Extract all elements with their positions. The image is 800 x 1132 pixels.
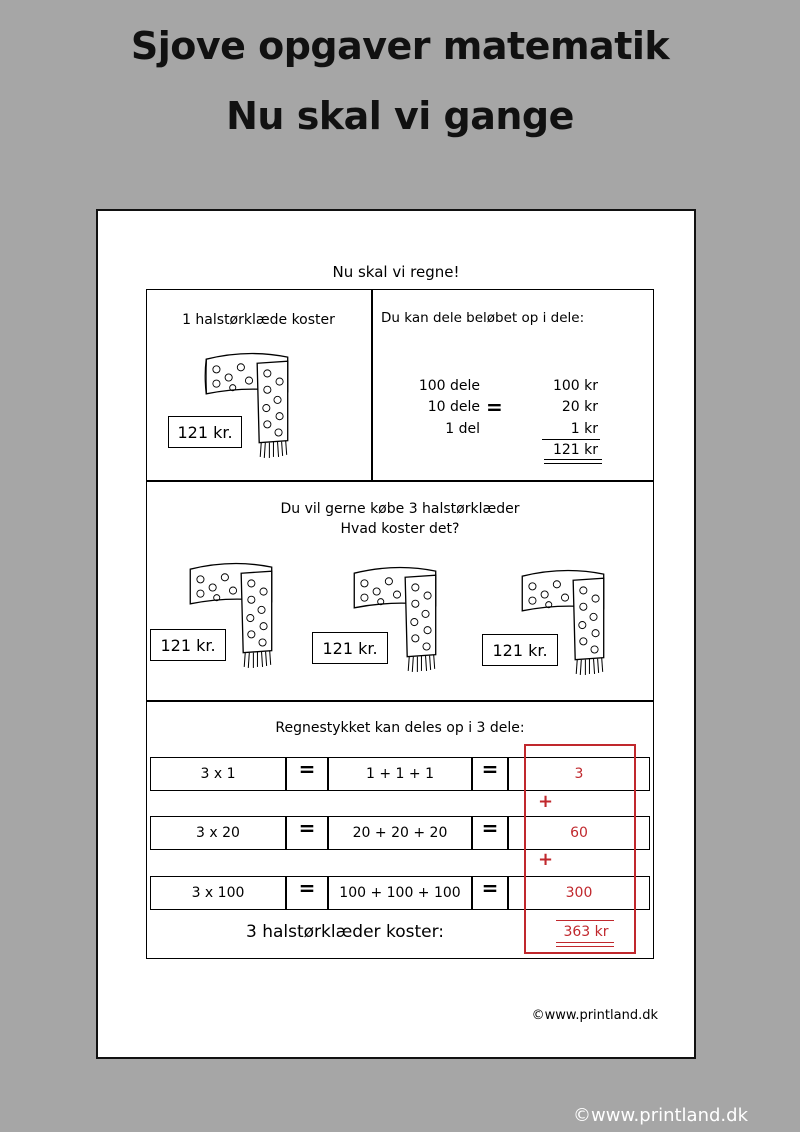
section2-question-line2: Hvad koster det?: [340, 521, 460, 537]
part-label-100: 100 dele: [418, 378, 480, 394]
row1-equals-sign-2: =: [481, 757, 499, 781]
section1-left-caption: 1 halstørklæde koster: [182, 312, 335, 328]
part-amount-20: 20 kr: [561, 399, 598, 415]
part-amount-1: 1 kr: [570, 421, 598, 437]
row1-expression: 3 x 1: [150, 757, 286, 791]
row3-result: 300: [508, 876, 650, 910]
summary-label: 3 halstørklæder koster:: [246, 922, 444, 942]
parts-total: 121 kr: [552, 442, 598, 458]
row1-equals-sign: =: [298, 757, 316, 781]
worksheet-heading: Nu skal vi regne!: [332, 263, 460, 281]
row2-expansion: 20 + 20 + 20: [328, 816, 472, 850]
sum-line: [542, 439, 600, 440]
row3-equals-sign: =: [298, 876, 316, 900]
row2-equals-sign-2: =: [481, 816, 499, 840]
row2-equals-sign: =: [298, 816, 316, 840]
page-title-line1: Sjove opgaver matematik: [130, 24, 670, 68]
row2-result: 60: [508, 816, 650, 850]
plus-sign-1: +: [538, 791, 554, 812]
plus-sign-2: +: [538, 849, 554, 870]
results-highlight-frame: [524, 744, 636, 954]
summary-double-underline: [556, 942, 614, 947]
row3-expression: 3 x 100: [150, 876, 286, 910]
worksheet-copyright: ©www.printland.dk: [531, 1008, 658, 1023]
section2-question-line1: Du vil gerne købe 3 halstørklæder: [280, 501, 520, 517]
row3-equals-sign-2: =: [481, 876, 499, 900]
price-tag-scarf-3: 121 kr.: [482, 634, 558, 666]
parts-equals-sign: =: [486, 395, 503, 419]
price-tag-single: 121 kr.: [168, 416, 242, 448]
part-amount-100: 100 kr: [552, 378, 598, 394]
part-label-10: 10 dele: [427, 399, 480, 415]
row2-expression: 3 x 20: [150, 816, 286, 850]
summary-total: 363 kr: [563, 924, 609, 940]
section3-caption: Regnestykket kan deles op i 3 dele:: [275, 720, 525, 736]
row1-result: 3: [508, 757, 650, 791]
page-title-line2: Nu skal vi gange: [226, 94, 574, 138]
worksheet: [96, 209, 696, 1059]
row3-expansion: 100 + 100 + 100: [328, 876, 472, 910]
section1-divider: [371, 289, 373, 482]
section1-right-caption: Du kan dele beløbet op i dele:: [381, 310, 585, 326]
price-tag-scarf-2: 121 kr.: [312, 632, 388, 664]
summary-top-line: [556, 920, 614, 921]
footer-credit: ©www.printland.dk: [573, 1105, 748, 1126]
price-tag-scarf-1: 121 kr.: [150, 629, 226, 661]
part-label-1: 1 del: [445, 421, 480, 437]
row1-expansion: 1 + 1 + 1: [328, 757, 472, 791]
total-double-underline: [544, 459, 602, 464]
